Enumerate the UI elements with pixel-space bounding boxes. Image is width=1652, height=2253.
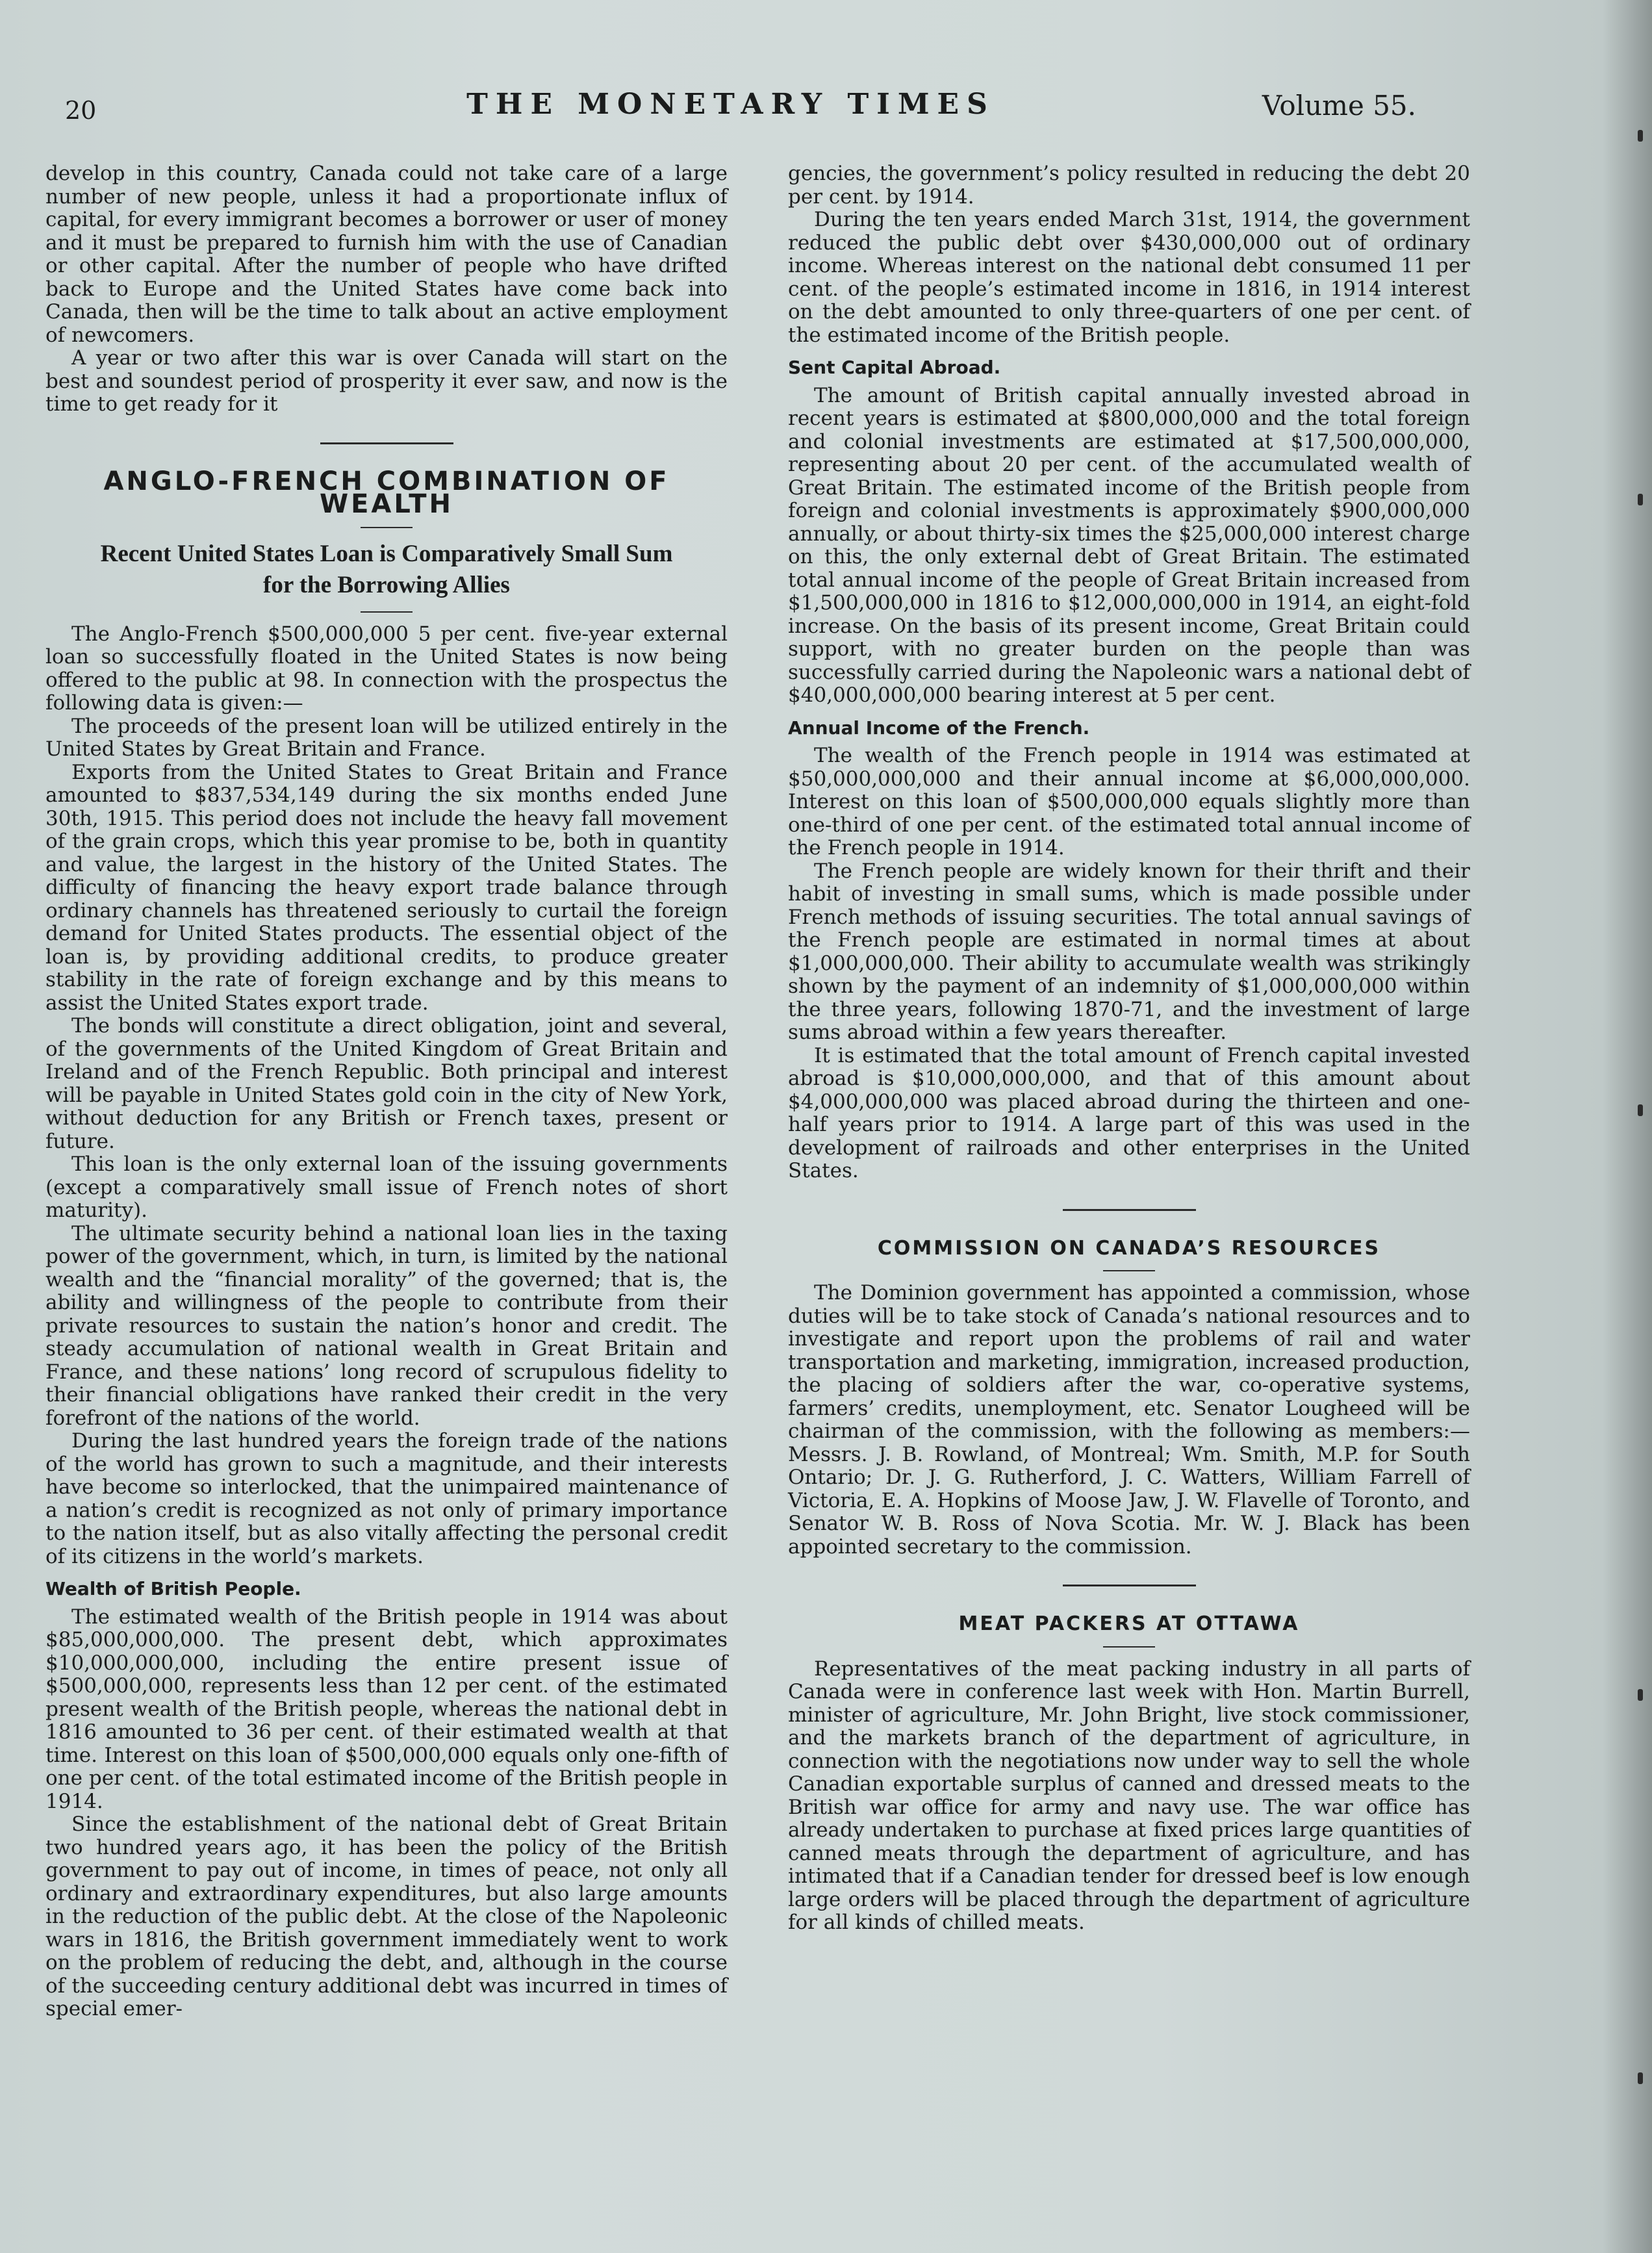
article-subtitle: Recent United States Loan is Comparatively Small Sum for the Borrowing Allies [100, 540, 673, 598]
divider [361, 611, 413, 613]
paragraph: The Dominion government has appointed a commission, whose duties will be to take stock of Canada’s national resources and to investigate and report upon the problems of rail and water transportation and marketing, immigration, increased production, the placing of soldiers after the war, co-operative systems, farmers’ credits, unemployment, etc. Senator Lougheed will be chairman of the commission, with the following as members:—Messrs. J. B. Rowland, of Montreal; Wm. Smith, M.P. for South Ontario; Dr. J. G. Rutherford, J. C. Watters, William Farrell of Victoria, E. A. Hopkins of Moose Jaw, J. W. Flavelle of Toronto, and Senator W. B. Ross of Nova Scotia. Mr. W. J. Black has been appointed secretary to the commission. [788, 1281, 1470, 1559]
paragraph: Representatives of the meat packing industry in all parts of Canada were in conference last week with Hon. Martin Burrell, minister of agriculture, Mr. John Bright, live stock commissioner, and the markets branch of the department of agriculture, in connection with the negotiations now under way to sell the whole Canadian exportable surplus of canned and dressed meats to the British war office for army and navy use. The war office has already undertaken to purchase at fixed prices large quantities of canned meats through the department of agriculture, and has intimated that if a Canadian tender for dressed beef is low enough large orders will be placed through the department of agriculture for all kinds of chilled meats. [788, 1657, 1470, 1934]
divider [320, 442, 453, 444]
paragraph: The French people are widely known for their thrift and their habit of investing in small sums, which is made possible under French methods of issuing securities. The total annual savings of the French people are estimated in normal times at about $1,000,000,000. Their ability to accumulate wealth was strikingly shown by the payment of an indemnity of $1,000,000,000 within the three years, following 1870-71, and the investment of large sums abroad within a few years thereafter. [788, 859, 1470, 1044]
left-column [45, 162, 728, 2021]
page-edge-mark [1638, 494, 1643, 505]
paragraph: The amount of British capital annually invested abroad in recent years is estimated at $800,000,000 and the total foreign and colonial investments are estimated at $17,500,000,000, representing about 20 per cent. of the accumulated wealth of Great Britain. The estimated income of the British people from foreign and colonial investments is approximately $900,000,000 annually, or about thirty-six times the $25,000,000 interest charge on this, the only external debt of Great Britain. The estimated total annual income of the people of Great Britain increased from $1,500,000,000 in 1816 to $12,000,000,000 in 1914, an eight-fold increase. On the basis of its present income, Great Britain could support, with no greater burden on the people than was successfully carried during the Napoleonic wars a national debt of $40,000,000,000 bearing interest at 5 per cent. [788, 383, 1470, 707]
paragraph: The ultimate security behind a national loan lies in the taxing power of the government, which, in turn, is limited by the national wealth and the “financial morality” of the governed; that is, the ability and willingness of the people to contribute from their private resources to sustain the nation’s honor and credit. The steady accumulation of national wealth in Great Britain and France, and these nations’ long record of scrupulous fidelity to their financial obligations have ranked their credit in the very forefront of the nations of the world. [45, 1221, 728, 1430]
paragraph: A year or two after this war is over Canada will start on the best and soundest period of prosperity it ever saw, and now is the time to get ready for it [45, 346, 728, 416]
journal-title: THE MONETARY TIMES [466, 88, 995, 121]
right-column [788, 162, 1470, 1935]
section-heading: Wealth of British People. [45, 1578, 301, 1599]
paragraph: The estimated wealth of the British people in 1914 was about $85,000,000,000. The present debt, which approximates $10,000,000,000, including the entire present issue of $500,000,000, represents less than 12 per cent. of the estimated present wealth of the British people, whereas the national debt in 1816 amounted to 36 per cent. of their estimated wealth at that time. Interest on this loan of $500,000,000 equals only one-fifth of one per cent. of the total estimated income of the British people in 1914. [45, 1605, 728, 1813]
page-edge-mark [1638, 130, 1643, 142]
paragraph: The Anglo-French $500,000,000 5 per cent. five-year external loan so successfully floated in the United States is now being offered to the public at 98. In connection with the prospectus the following data is given:— [45, 622, 728, 715]
divider [1063, 1585, 1196, 1586]
divider [1103, 1646, 1155, 1648]
section-heading: Annual Income of the French. [788, 717, 1090, 739]
page-edge-mark [1638, 2072, 1643, 2084]
page-edge-mark [1638, 1689, 1643, 1701]
meat-packers-title: MEAT PACKERS AT OTTAWA [958, 1612, 1300, 1635]
page-edge-mark [1638, 1104, 1643, 1116]
divider [361, 527, 413, 528]
divider [1103, 1270, 1155, 1271]
page-number: 20 [65, 96, 97, 125]
divider [1063, 1209, 1196, 1211]
paragraph: Exports from the United States to Great Britain and France amounted to $837,534,149 during the six months ended June 30th, 1915. This period does not include the heavy fall movement of the grain crops, which this year promise to be, both in quantity and value, the largest in the history of the United States. The difficulty of financing the heavy export trade balance through ordinary channels has threatened seriously to curtail the foreign demand for United States products. The essential object of the loan is, by providing additional credits, to produce greater stability in the rate of foreign exchange and by this means to assist the United States export trade. [45, 760, 728, 1015]
paragraph: develop in this country, Canada could not take care of a large number of new people, unless it had a proportionate influx of capital, for every immigrant becomes a borrower or user of money and it must be prepared to furnish him with the use of Canadian or other capital. After the number of people who have drifted back to Europe and the United States have come back into Canada, then will be the time to talk about an active employment of newcomers. [45, 162, 728, 347]
paragraph: During the last hundred years the foreign trade of the nations of the world has grown to such a magnitude, and their interests have become so interlocked, that the unimpaired maintenance of a nation’s credit is recognized as not only of primary importance to the nation itself, but as also vitally affecting the personal credit of its citizens in the world’s markets. [45, 1429, 728, 1568]
paragraph: The wealth of the French people in 1914 was estimated at $50,000,000,000 and their annual income at $6,000,000,000. Interest on this loan of $500,000,000 equals slightly more than one-third of one per cent. of the estimated total annual income of the French people in 1914. [788, 744, 1470, 859]
paragraph: The proceeds of the present loan will be utilized entirely in the United States by Great Britain and France. [45, 714, 728, 761]
paragraph: It is estimated that the total amount of French capital invested abroad is $10,000,000,000, and that of this amount about $4,000,000,000 was placed abroad during the thirteen and one-half years prior to 1914. A large part of this was used in the development of railroads and other enterprises in the United States. [788, 1043, 1470, 1182]
paragraph: During the ten years ended March 31st, 1914, the government reduced the public debt over $430,000,000 out of ordinary income. Whereas interest on the national debt consumed 11 per cent. of the people’s estimated income in 1816, in 1914 interest on the debt amounted to only three-quarters of one per cent. of the estimated income of the British people. [788, 208, 1470, 347]
article-title: ANGLO-FRENCH COMBINATION OF WEALTH [103, 466, 670, 519]
paragraph: Since the establishment of the national debt of Great Britain two hundred years ago, it has been the policy of the British government to pay out of income, in times of peace, not only all ordinary and extraordinary expenditures, but also large amounts in the reduction of the public debt. At the close of the Napoleonic wars in 1816, the British government immediately went to work on the problem of reducing the debt, and, although in the course of the succeeding century additional debt was incurred in times of special emer- [45, 1813, 728, 2020]
section-heading: Sent Capital Abroad. [788, 357, 1001, 378]
paragraph: gencies, the government’s policy resulted in reducing the debt 20 per cent. by 1914. [788, 162, 1470, 209]
paragraph: This loan is the only external loan of the issuing governments (except a comparatively small issue of French notes of short maturity). [45, 1152, 728, 1222]
volume-label: Volume 55. [1262, 90, 1416, 121]
paragraph: The bonds will constitute a direct obligation, joint and several, of the governments of the United Kingdom of Great Britain and Ireland and of the French Republic. Both principal and interest will be payable in United States gold coin in the city of New York, without deduction for any British or French taxes, present or future. [45, 1014, 728, 1153]
page-header [45, 84, 1416, 130]
commission-title: COMMISSION ON CANADA’S RESOURCES [877, 1236, 1381, 1260]
